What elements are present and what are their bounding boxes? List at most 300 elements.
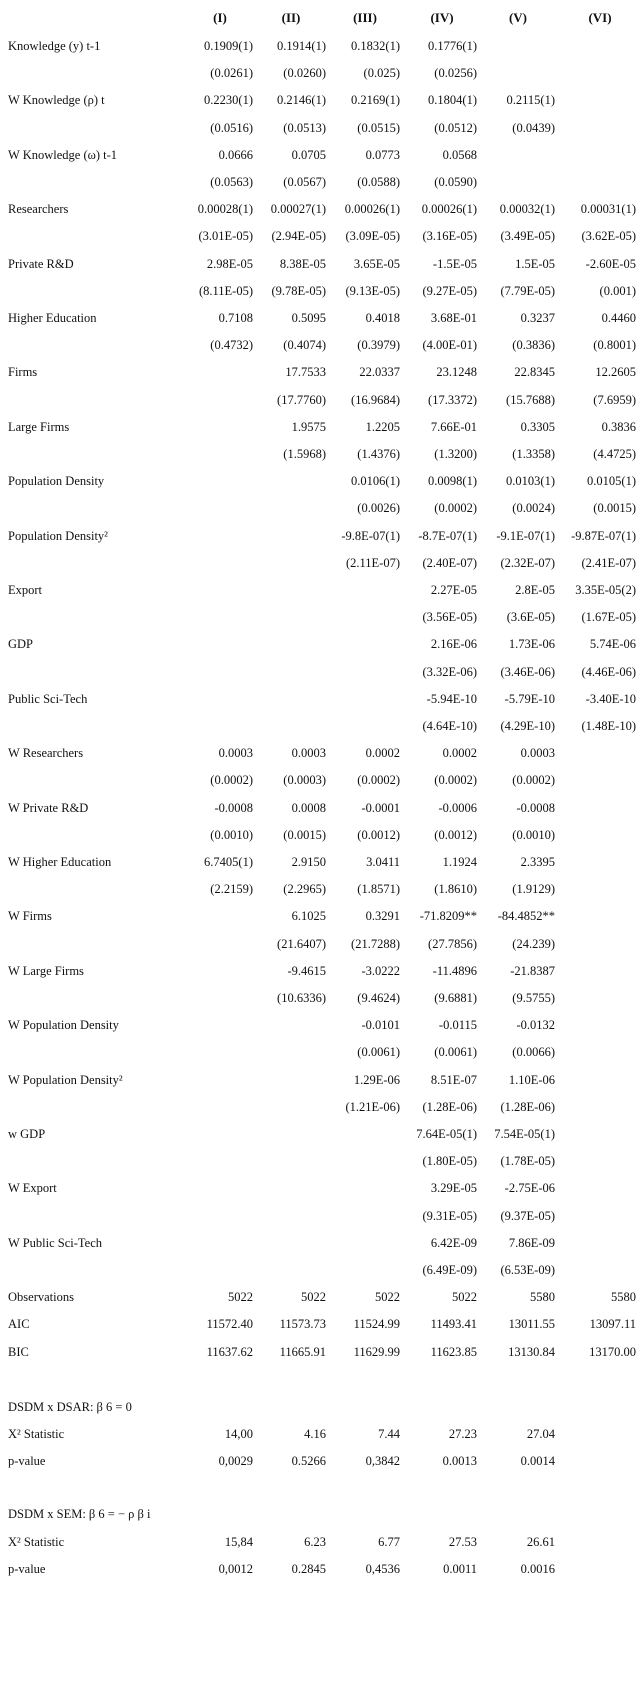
table-cell: 15,84: [224, 1534, 253, 1549]
table-row: [0, 580, 640, 604]
table-cell: 0.5266: [291, 1454, 326, 1469]
table-cell: 27.04: [526, 1427, 555, 1441]
table-cell: 0.2169(1): [351, 93, 400, 108]
table-row: [0, 1178, 640, 1202]
row-label: Population Density²: [8, 528, 108, 543]
row-label: W Knowledge (ω) t-1: [8, 147, 118, 162]
row-label: p-value: [8, 1561, 46, 1576]
table-cell: (0.0512): [434, 120, 477, 135]
table-cell: 2.98E-05: [206, 256, 253, 271]
table-cell: 0.3836: [601, 419, 636, 434]
table-cell: (1.48E-10): [581, 719, 636, 733]
table-cell: 27.53: [448, 1534, 477, 1549]
table-cell: 22.8345: [514, 365, 555, 380]
table-cell: -3.0222: [361, 963, 400, 978]
table-cell: (4.29E-10): [500, 719, 555, 733]
test-title: DSDM x DSAR: β 6 = 0: [8, 1399, 132, 1414]
table-row-se: [0, 988, 640, 1012]
table-cell: (1.8610): [434, 882, 477, 897]
table-cell: 6.23: [304, 1534, 326, 1549]
table-cell: (1.4376): [357, 447, 400, 461]
table-cell: 0.00032(1): [499, 202, 555, 217]
table-row-se: [0, 1097, 640, 1121]
table-cell: 0.1909(1): [204, 39, 253, 53]
table-cell: (0.4074): [283, 338, 326, 353]
table-cell: -3.40E-10: [585, 691, 636, 706]
table-row-se: [0, 63, 640, 87]
table-cell: (2.11E-07): [345, 555, 400, 570]
table-cell: (0.0066): [512, 1045, 555, 1060]
table-row: [0, 1124, 640, 1148]
table-cell: (0.0026): [357, 501, 400, 516]
table-cell: (9.78E-05): [271, 283, 326, 298]
table-row: [0, 36, 640, 60]
table-cell: (15.7688): [506, 392, 555, 407]
table-cell: 0.2146(1): [277, 93, 326, 108]
table-cell: (1.78E-05): [500, 1154, 555, 1169]
table-cell: 3.35E-05(2): [575, 583, 636, 597]
table-cell: (0.0002): [357, 773, 400, 788]
table-cell: (6.49E-09): [422, 1263, 477, 1277]
table-row: [0, 417, 640, 441]
table-cell: (4.64E-10): [422, 719, 477, 733]
table-cell: 0.5095: [291, 311, 326, 325]
table-cell: (0.0024): [512, 501, 555, 516]
table-cell: 0.0013: [442, 1454, 477, 1469]
table-row: [0, 961, 640, 985]
table-cell: (3.49E-05): [500, 229, 555, 244]
table-cell: (0.0002): [434, 773, 477, 788]
row-label: GDP: [8, 637, 34, 652]
table-row-se: [0, 226, 640, 250]
table-cell: -0.0115: [438, 1018, 477, 1033]
table-cell: -21.8387: [510, 963, 555, 978]
table-row: [0, 90, 640, 114]
table-cell: (0.0002): [434, 501, 477, 516]
table-row-test: [0, 1451, 640, 1475]
table-cell: (2.94E-05): [271, 229, 326, 244]
table-cell: 0.0105(1): [587, 474, 636, 489]
row-label: Export: [8, 583, 43, 597]
table-cell: (4.00E-01): [422, 338, 477, 353]
table-cell: (0.0261): [210, 66, 253, 81]
table-cell: 8.38E-05: [279, 256, 326, 271]
table-cell: 7.86E-09: [508, 1235, 555, 1250]
table-cell: -0.0132: [516, 1018, 555, 1033]
table-cell: 0.00031(1): [580, 202, 636, 217]
table-cell: -0.0101: [361, 1018, 400, 1033]
table-cell: 11573.73: [279, 1317, 326, 1332]
table-cell: -9.8E-07(1): [341, 528, 400, 543]
column-header: (IV): [430, 10, 454, 25]
row-label: X² Statistic: [8, 1534, 65, 1549]
table-cell: (0.0010): [210, 827, 253, 842]
table-cell: 0.0003: [520, 746, 555, 761]
table-cell: (9.5755): [512, 991, 555, 1005]
table-cell: (0.025): [363, 66, 400, 81]
table-cell: (4.4725): [593, 447, 636, 461]
table-cell: 0.1804(1): [428, 93, 477, 108]
table-row: [0, 254, 640, 278]
table-cell: 0,4536: [365, 1561, 400, 1576]
table-cell: 2.16E-06: [430, 637, 477, 652]
table-row: [0, 362, 640, 386]
table-row: [0, 1233, 640, 1257]
row-label: W Public Sci-Tech: [8, 1235, 103, 1250]
table-cell: 26.61: [526, 1534, 555, 1549]
row-label: Large Firms: [8, 419, 70, 434]
table-cell: (6.53E-09): [500, 1263, 555, 1277]
table-cell: (21.7288): [351, 936, 400, 951]
table-cell: 5580: [530, 1290, 555, 1305]
table-row-se: [0, 281, 640, 305]
table-cell: 0.0773: [365, 147, 400, 162]
table-cell: 7.64E-05(1): [416, 1127, 477, 1141]
table-cell: (7.79E-05): [500, 283, 555, 298]
table-cell: (2.32E-07): [500, 555, 555, 570]
table-cell: 17.7533: [285, 365, 326, 380]
table-cell: 5.74E-06: [589, 637, 636, 652]
table-cell: 0.4460: [601, 311, 636, 325]
table-cell: (2.40E-07): [422, 555, 477, 570]
table-cell: (9.37E-05): [500, 1208, 555, 1223]
table-cell: 0.0002: [365, 746, 400, 761]
table-cell: 11629.99: [353, 1344, 400, 1359]
table-cell: (9.4624): [357, 991, 400, 1005]
table-cell: (0.3836): [512, 338, 555, 353]
table-cell: 0.0016: [520, 1561, 555, 1576]
table-cell: 2.8E-05: [515, 583, 555, 597]
table-cell: (21.6407): [277, 936, 326, 951]
table-cell: (0.0439): [512, 120, 555, 135]
table-cell: 5580: [611, 1290, 636, 1305]
table-cell: 11623.85: [430, 1344, 477, 1359]
table-cell: -2.60E-05: [585, 256, 636, 271]
table-row: [0, 1015, 640, 1039]
table-cell: 0.4018: [365, 311, 400, 325]
table-cell: (0.0563): [210, 175, 253, 189]
table-cell: 3.0411: [366, 855, 400, 869]
table-cell: 0.0011: [443, 1561, 477, 1576]
table-cell: (1.28E-06): [500, 1099, 555, 1114]
table-row-se: [0, 879, 640, 903]
table-cell: 3.29E-05: [430, 1181, 477, 1196]
table-cell: 27.23: [448, 1427, 477, 1441]
table-cell: (1.8571): [357, 882, 400, 897]
table-cell: 6.42E-09: [430, 1235, 477, 1250]
column-header: (VI): [588, 10, 612, 25]
row-label: Observations: [8, 1290, 74, 1305]
table-cell: (0.0513): [283, 120, 326, 135]
table-cell: 13170.00: [589, 1344, 636, 1359]
table-cell: 3.68E-01: [430, 311, 477, 325]
table-cell: (3.09E-05): [345, 229, 400, 244]
table-cell: (8.11E-05): [198, 283, 253, 298]
table-cell: (0.0002): [512, 773, 555, 788]
table-cell: 0.0003: [218, 746, 253, 761]
table-cell: 0.0098(1): [428, 474, 477, 489]
table-row-se: [0, 770, 640, 794]
table-cell: 22.0337: [359, 365, 400, 380]
row-label: X² Statistic: [8, 1427, 65, 1441]
row-label: BIC: [8, 1344, 29, 1359]
table-cell: 0.0568: [442, 147, 477, 162]
table-cell: 0.2115(1): [506, 93, 555, 108]
table-cell: (0.0015): [283, 827, 326, 842]
table-cell: 1.5E-05: [515, 256, 555, 271]
table-cell: 0.0666: [218, 147, 253, 162]
row-label: W Large Firms: [8, 963, 84, 978]
table-cell: 13011.55: [508, 1317, 555, 1332]
table-cell: -71.8209**: [419, 909, 477, 924]
table-row: [0, 798, 640, 822]
table-row-se: [0, 825, 640, 849]
table-cell: (0.0590): [434, 175, 477, 189]
table-cell: (3.16E-05): [422, 229, 477, 244]
table-cell: 0.00026(1): [421, 202, 477, 217]
table-cell: 2.3395: [520, 855, 555, 869]
table-cell: (0.0516): [210, 120, 253, 135]
table-row-se: [0, 1042, 640, 1066]
table-cell: (0.0003): [283, 773, 326, 788]
table-cell: (17.3372): [428, 392, 477, 407]
table-cell: 5022: [375, 1290, 400, 1305]
table-cell: (3.46E-06): [500, 664, 555, 679]
table-cell: (1.67E-05): [581, 610, 636, 625]
table-row: [0, 308, 640, 332]
table-cell: 5022: [301, 1290, 326, 1305]
table-row: [0, 1342, 640, 1366]
table-cell: 5022: [228, 1290, 253, 1305]
table-cell: -9.87E-07(1): [571, 528, 636, 543]
table-cell: 6.77: [378, 1534, 400, 1549]
table-cell: (0.0260): [283, 66, 326, 81]
row-label: W Private R&D: [8, 800, 89, 815]
test-title: DSDM x SEM: β 6 = − ρ β i: [8, 1507, 151, 1522]
table-cell: 0.7108: [218, 311, 253, 325]
table-cell: -5.79E-10: [504, 691, 555, 706]
table-cell: (9.13E-05): [345, 283, 400, 298]
row-label: W Population Density: [8, 1018, 119, 1033]
column-header: (V): [508, 10, 528, 25]
table-cell: (27.7856): [428, 936, 477, 951]
table-cell: -0.0006: [438, 800, 477, 815]
table-row: [0, 145, 640, 169]
table-row-se: [0, 1260, 640, 1284]
table-cell: (2.2965): [283, 882, 326, 897]
table-cell: 0.0003: [291, 746, 326, 761]
table-row-se: [0, 498, 640, 522]
table-cell: 0,0029: [218, 1454, 253, 1469]
table-cell: -1.5E-05: [432, 256, 477, 271]
row-label: W Firms: [8, 909, 52, 924]
table-row: [0, 526, 640, 550]
table-cell: 0.1914(1): [277, 39, 326, 53]
table-cell: 0.0014: [520, 1454, 555, 1469]
table-row-se: [0, 716, 640, 740]
table-cell: (1.80E-05): [422, 1154, 477, 1169]
table-cell: (7.6959): [593, 392, 636, 407]
table-cell: (17.7760): [277, 392, 326, 407]
table-row-test: [0, 1532, 640, 1556]
table-cell: -0.0008: [214, 800, 253, 815]
table-cell: (1.3200): [434, 447, 477, 461]
table-cell: 0.1832(1): [351, 39, 400, 53]
table-row: [0, 634, 640, 658]
table-row: [0, 1070, 640, 1094]
table-row: [0, 1287, 640, 1311]
table-cell: -11.4896: [432, 963, 477, 978]
table-row-se: [0, 335, 640, 359]
table-cell: 1.9575: [291, 419, 326, 434]
table-row-se: [0, 662, 640, 686]
table-cell: (0.0002): [210, 773, 253, 788]
table-cell: (0.0012): [434, 827, 477, 842]
table-cell: 11572.40: [206, 1317, 253, 1332]
table-cell: 1.29E-06: [353, 1072, 400, 1087]
row-label: W Higher Education: [8, 855, 112, 869]
table-cell: (0.0061): [357, 1045, 400, 1060]
table-cell: (10.6336): [277, 991, 326, 1005]
table-row-se: [0, 1151, 640, 1175]
table-cell: 0.2845: [291, 1561, 326, 1576]
table-cell: 1.10E-06: [508, 1072, 555, 1087]
table-cell: 5022: [452, 1290, 477, 1305]
table-cell: (0.0256): [434, 66, 477, 81]
row-label: Firms: [8, 365, 38, 380]
table-row-se: [0, 607, 640, 631]
row-label: Population Density: [8, 474, 105, 489]
table-cell: (0.0567): [283, 175, 326, 189]
table-cell: 2.27E-05: [430, 583, 477, 597]
table-cell: (3.6E-05): [506, 610, 555, 625]
table-cell: 6.7405(1): [204, 855, 253, 869]
table-cell: (9.6881): [434, 991, 477, 1005]
table-cell: 0.0103(1): [506, 474, 555, 489]
table-row: [0, 906, 640, 930]
table-cell: (0.0012): [357, 827, 400, 842]
table-cell: 6.1025: [291, 909, 326, 924]
table-cell: 11493.41: [430, 1317, 477, 1332]
table-cell: 14,00: [224, 1427, 253, 1441]
table-cell: (1.28E-06): [422, 1099, 477, 1114]
table-cell: -84.4852**: [497, 909, 555, 924]
table-row: [0, 689, 640, 713]
table-cell: 1.1924: [442, 855, 477, 869]
table-cell: (1.5968): [283, 447, 326, 461]
table-row: [0, 1314, 640, 1338]
table-cell: 0.3237: [520, 311, 555, 325]
table-cell: 0.00028(1): [197, 202, 253, 217]
table-cell: 0.0705: [291, 147, 326, 162]
table-cell: (3.32E-06): [422, 664, 477, 679]
table-cell: 0.00027(1): [270, 202, 326, 217]
column-header: (III): [353, 10, 377, 25]
table-cell: (16.9684): [351, 392, 400, 407]
table-cell: (0.0010): [512, 827, 555, 842]
table-row-se: [0, 934, 640, 958]
table-cell: 11524.99: [353, 1317, 400, 1332]
table-cell: 0.3291: [365, 909, 400, 924]
table-cell: -0.0008: [516, 800, 555, 815]
table-cell: 11665.91: [279, 1344, 326, 1359]
table-cell: (3.56E-05): [422, 610, 477, 625]
table-cell: (0.4732): [210, 338, 253, 353]
table-cell: 1.73E-06: [508, 637, 555, 652]
table-cell: (1.9129): [512, 882, 555, 897]
table-cell: (3.62E-05): [581, 229, 636, 244]
table-cell: 2.9150: [291, 855, 326, 869]
row-label: Higher Education: [8, 311, 97, 325]
table-cell: 0.00026(1): [344, 202, 400, 217]
table-row-se: [0, 172, 640, 196]
column-header: (II): [281, 10, 301, 25]
row-label: W Population Density²: [8, 1072, 123, 1087]
table-cell: 0.1776(1): [428, 39, 477, 53]
table-row-test: [0, 1424, 640, 1448]
table-row-se: [0, 553, 640, 577]
table-cell: -2.75E-06: [504, 1181, 555, 1196]
table-cell: 12.2605: [595, 365, 636, 380]
table-row-se: [0, 1206, 640, 1230]
row-label: W Researchers: [8, 746, 84, 761]
table-cell: -5.94E-10: [426, 691, 477, 706]
table-row: [0, 852, 640, 876]
table-cell: (4.46E-06): [581, 664, 636, 679]
table-cell: 8.51E-07: [430, 1072, 477, 1087]
table-cell: 7.54E-05(1): [494, 1127, 555, 1141]
row-label: Public Sci-Tech: [8, 691, 88, 706]
table-cell: (2.2159): [210, 882, 253, 897]
table-cell: (2.41E-07): [581, 555, 636, 570]
table-cell: 13097.11: [589, 1317, 636, 1332]
table-cell: 0.3305: [520, 419, 555, 434]
row-label: Knowledge (y) t-1: [8, 39, 101, 53]
table-cell: 0.0106(1): [351, 474, 400, 489]
table-cell: 0.0008: [291, 800, 326, 815]
table-cell: (9.27E-05): [422, 283, 477, 298]
row-label: Researchers: [8, 202, 69, 217]
table-cell: 0,3842: [365, 1454, 400, 1469]
table-cell: -8.7E-07(1): [418, 528, 477, 543]
table-cell: 4.16: [304, 1427, 326, 1441]
table-cell: 0.2230(1): [204, 93, 253, 108]
row-label: w GDP: [8, 1127, 46, 1141]
table-cell: (0.3979): [357, 338, 400, 353]
table-cell: (0.8001): [593, 338, 636, 353]
table-cell: (0.0061): [434, 1045, 477, 1060]
table-cell: 0,0012: [218, 1561, 253, 1576]
table-cell: -9.4615: [287, 963, 326, 978]
table-cell: 3.65E-05: [353, 256, 400, 271]
table-cell: (9.31E-05): [422, 1208, 477, 1223]
table-cell: (24.239): [512, 936, 555, 951]
row-label: W Knowledge (ρ) t: [8, 93, 105, 108]
table-cell: 11637.62: [206, 1344, 253, 1359]
table-cell: 7.66E-01: [430, 419, 477, 434]
row-label: AIC: [8, 1317, 30, 1332]
table-cell: (3.01E-05): [198, 229, 253, 244]
column-header: (I): [213, 10, 227, 25]
table-row: [0, 199, 640, 223]
table-row-se: [0, 444, 640, 468]
table-row-se: [0, 118, 640, 142]
table-cell: 0.0002: [442, 746, 477, 761]
table-cell: 13130.84: [508, 1344, 555, 1359]
table-cell: (1.21E-06): [345, 1099, 400, 1114]
row-label: Private R&D: [8, 256, 74, 271]
row-label: W Export: [8, 1181, 57, 1196]
